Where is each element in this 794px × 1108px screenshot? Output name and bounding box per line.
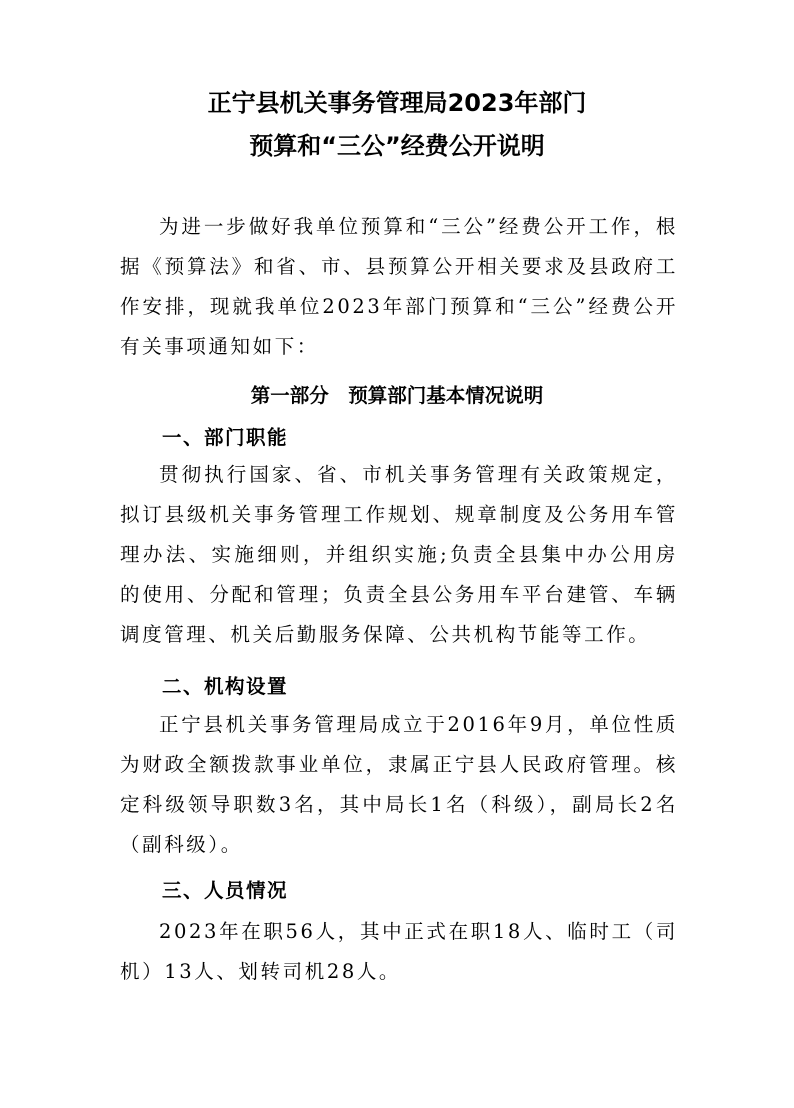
section-heading-staffing: 三、人员情况 [162, 879, 289, 902]
section-body-organization: 正宁县机关事务管理局成立于2016年9月，单位性质为财政全额拨款事业单位，隶属正宁县人民政府管理。核定科级领导职数3名，其中局长1名（科级），副局长2名（副科级）。 [120, 713, 678, 856]
section-body-staffing: 2023年在职56人，其中正式在职18人、临时工（司机）13人、划转司机28人。 [120, 920, 678, 983]
section-body-functions: 贯彻执行国家、省、市机关事务管理有关政策规定，拟订县级机关事务管理工作规划、规章制度及公务用车管理办法、实施细则，并组织实施;负责全县集中办公用房的使用、分配和管理；负责全县公务用车平台建管、车辆调度管理、机关后勤服务保障、公共机构节能等工作。 [120, 463, 678, 646]
intro-paragraph: 为进一步做好我单位预算和“三公”经费公开工作，根据《预算法》和省、市、县预算公开相关要求及县政府工作安排，现就我单位2023年部门预算和“三公”经费公开有关事项通知如下： [120, 215, 678, 358]
section-heading-organization: 二、机构设置 [162, 675, 289, 698]
document-title-line-1: 正宁县机关事务管理局2023年部门 [207, 89, 587, 117]
part-one-heading: 第一部分 预算部门基本情况说明 [250, 384, 544, 407]
section-heading-functions: 一、部门职能 [162, 426, 289, 449]
document-title-line-2: 预算和“三公”经费公开说明 [249, 132, 545, 160]
